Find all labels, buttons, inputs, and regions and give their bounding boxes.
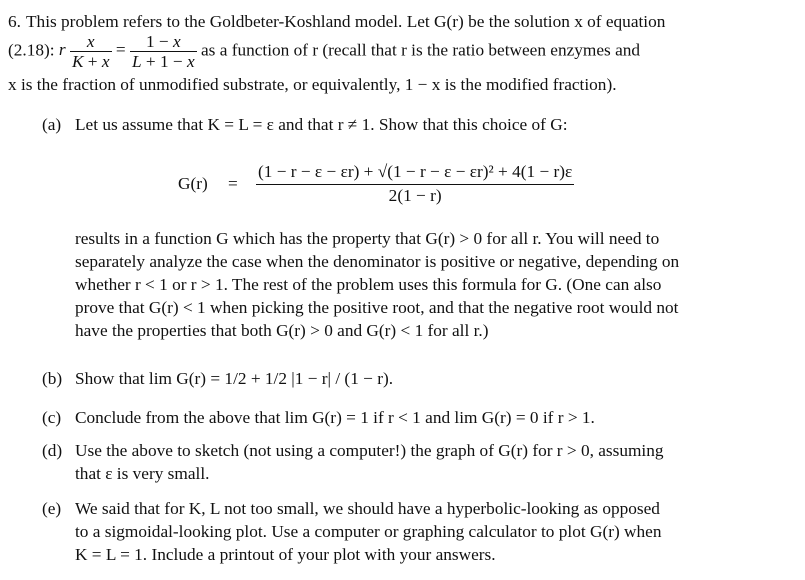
intro-text-2: as a function of r (recall that r is the ratio between enzymes and xyxy=(200,40,641,60)
part-b-label: (b) xyxy=(42,369,63,388)
formula-denominator: 2(1 − r) xyxy=(388,186,442,205)
part-a-body-line: results in a function G which has the property that G(r) > 0 for all r. You will need to xyxy=(75,229,660,248)
fraction-1-minus-x-over-L: $\frac{1 - x}{L + 1 - x}$ xyxy=(131,32,195,71)
formula-fraction xyxy=(256,160,574,207)
part-a-body xyxy=(75,227,795,342)
problem-number: 6. xyxy=(8,12,21,31)
part-e-line: to a sigmoidal-looking plot. Use a computer or graphing calculator to plot G(r) when xyxy=(75,522,662,541)
part-d-body xyxy=(75,439,795,485)
part-a-body-line: have the properties that both G(r) > 0 and G(r) < 1 for all r.) xyxy=(75,321,489,340)
part-d-label: (d) xyxy=(42,441,63,460)
formula-equals: = xyxy=(228,174,238,193)
part-a-body-line: separately analyze the case when the denominator is positive or negative, depending on xyxy=(75,252,680,271)
part-d-line: Use the above to sketch (not using a computer!) the graph of G(r) for r > 0, assuming xyxy=(75,441,664,460)
part-e-line: K = L = 1. Include a printout of your plot with your answers. xyxy=(75,545,496,564)
intro-line-1 xyxy=(26,10,796,33)
equation-G-of-r xyxy=(178,160,788,210)
equation-reference: (2.18): xyxy=(8,40,55,60)
part-a-lead: Let us assume that K = L = ε and that r ≠ 1. Show that this choice of G: xyxy=(75,115,568,134)
part-e-line: We said that for K, L not too small, we should have a hyperbolic-looking as opposed xyxy=(75,499,660,518)
part-a-body-line: prove that G(r) < 1 when picking the positive root, and that the negative root would not xyxy=(75,298,679,317)
part-a-label: (a) xyxy=(42,115,62,134)
part-e-body xyxy=(75,497,795,566)
part-d-line: that ε is very small. xyxy=(75,464,210,483)
formula-lhs: G(r) xyxy=(178,174,208,193)
part-c-label: (c) xyxy=(42,408,62,427)
intro-text-1: This problem refers to the Goldbeter-Koshland model. Let G(r) be the solution x of equation xyxy=(26,12,666,31)
intro-line-3 xyxy=(8,73,798,96)
part-e-label: (e) xyxy=(42,499,62,518)
part-b-text: Show that lim G(r) = 1/2 + 1/2 |1 − r| / (1 − r). xyxy=(75,369,394,388)
formula-numerator: (1 − r − ε − εr) + √(1 − r − ε − εr)² + 4(1 − r)ε xyxy=(256,160,574,185)
fraction-x-over-K-plus-x: $\frac{x}{K + x}$ xyxy=(71,32,110,71)
intro-text-3: x is the fraction of unmodified substrate, or equivalently, 1 − x is the modified fraction). xyxy=(8,75,617,94)
equation-2-18: r $\frac{x}{K + x}$ = $\frac{1 - x}{L + 1 - x}$ xyxy=(58,32,195,71)
part-a-body-line: whether r < 1 or r > 1. The rest of the problem uses this formula for G. (One can also xyxy=(75,275,662,294)
intro-line-2 xyxy=(8,32,798,71)
part-c-text: Conclude from the above that lim G(r) = 1 if r < 1 and lim G(r) = 0 if r > 1. xyxy=(75,408,595,427)
